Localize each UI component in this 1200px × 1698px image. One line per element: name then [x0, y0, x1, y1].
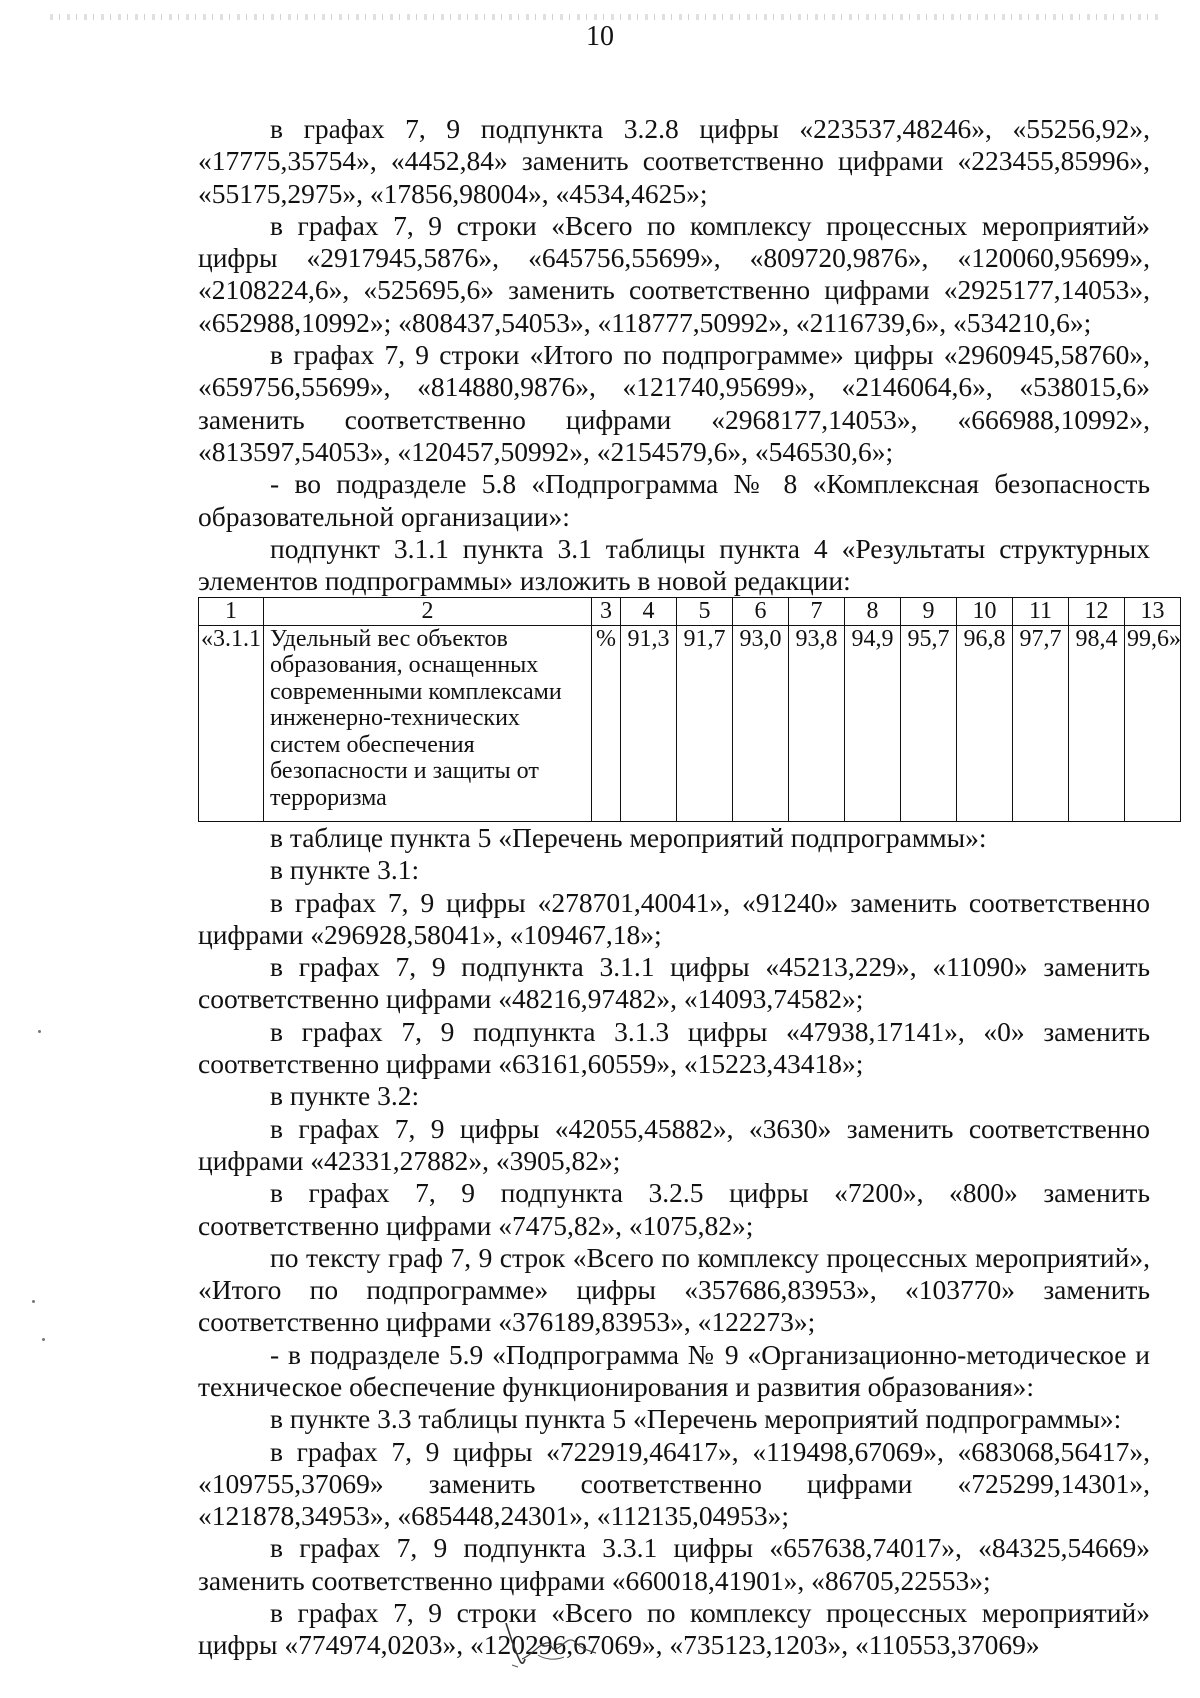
paragraph: в графах 7, 9 цифры «722919,46417», «119498,67069», «683068,56417», «109755,37069» заменить соответственно цифрами «725299,14301», «121878,34953», «685448,24301», «112135,04953»;: [198, 1435, 1150, 1532]
table-header-cell: 13: [1125, 598, 1181, 626]
paragraph: в графах 7, 9 строки «Итого по подпрограмме» цифры «2960945,58760», «659756,55699», «814880,9876», «121740,95699», «2146064,6», «538015,6» заменить соответственно цифрами «2968177,14053», «666988,10992», «813597,54053», «120457,50992», «2154579,6», «546530,6»;: [198, 339, 1150, 467]
table-header-cell: 7: [789, 598, 845, 626]
scan-speck: [42, 1338, 45, 1341]
paragraph: в графах 7, 9 подпункта 3.3.1 цифры «657638,74017», «84325,54669» заменить соответственно цифрами «660018,41901», «86705,22553»;: [198, 1532, 1150, 1596]
paragraph: в графах 7, 9 подпункта 3.2.5 цифры «7200», «800» заменить соответственно цифрами «7475,82», «1075,82»;: [198, 1177, 1150, 1241]
table-cell-indicator: Удельный вес объектов образования, оснащенных современными комплексами инженерно-технических систем обеспечения безопасности и защиты от терроризма: [264, 625, 592, 821]
paragraph: в пункте 3.1:: [270, 854, 420, 886]
table-header-cell: 3: [592, 598, 621, 626]
table-cell-value: 93,0: [733, 625, 789, 821]
results-table: [198, 597, 1181, 822]
table-cell-number: «3.1.1: [199, 625, 264, 821]
paragraph: по тексту граф 7, 9 строк «Всего по комплексу процессных мероприятий», «Итого по подпрограмме» цифры «357686,83953», «103770» заменить соответственно цифрами «376189,83953», «122273»;: [198, 1241, 1150, 1338]
table-cell-value: 97,7: [1013, 625, 1069, 821]
table-header-cell: 4: [621, 598, 677, 626]
paragraph: в таблице пункта 5 «Перечень мероприятий подпрограммы»:: [270, 821, 987, 853]
table-cell-value: 94,9: [845, 625, 901, 821]
table-header-cell: 11: [1013, 598, 1069, 626]
document-body: [198, 113, 1181, 1662]
table-header-cell: 9: [901, 598, 957, 626]
table-cell-value: 95,7: [901, 625, 957, 821]
table-cell-unit: %: [592, 625, 621, 821]
paragraph: в графах 7, 9 подпункта 3.1.3 цифры «47938,17141», «0» заменить соответственно цифрами «63161,60559», «15223,43418»;: [198, 1015, 1150, 1080]
table-cell-value: 96,8: [957, 625, 1013, 821]
paragraph: в графах 7, 9 строки «Всего по комплексу процессных мероприятий» цифры «774974,0203», «120296,67069», «735123,1203», «110553,37069»: [198, 1597, 1150, 1661]
paragraph: в графах 7, 9 цифры «278701,40041», «91240» заменить соответственно цифрами «296928,58041», «109467,18»;: [198, 886, 1150, 950]
table-row: [199, 625, 1181, 821]
table-header-cell: 10: [957, 598, 1013, 626]
table-header-cell: 6: [733, 598, 789, 626]
table-header-cell: 8: [845, 598, 901, 626]
paragraph: - во подразделе 5.8 «Подпрограмма № 8 «Комплексная безопасность образовательной организации»:: [198, 468, 1150, 532]
paragraph: в графах 7, 9 подпункта 3.1.1 цифры «45213,229», «11090» заменить соответственно цифрами «48216,97482», «14093,74582»;: [198, 951, 1150, 1015]
table-header-cell: 5: [677, 598, 733, 626]
table-header-row: [199, 598, 1181, 626]
scan-speck: [38, 1030, 41, 1033]
table-cell-value: 91,7: [677, 625, 733, 821]
scan-speck: [32, 1300, 35, 1303]
signature-mark: [498, 1615, 618, 1675]
paragraph: в графах 7, 9 подпункта 3.2.8 цифры «223537,48246», «55256,92», «17775,35754», «4452,84» заменить соответственно цифрами «223455,85996», «55175,2975», «17856,98004», «4534,4625»;: [198, 113, 1150, 209]
paragraph: в графах 7, 9 строки «Всего по комплексу процессных мероприятий» цифры «2917945,5876», «645756,55699», «809720,9876», «120060,95699», «2108224,6», «525695,6» заменить соответственно цифрами «2925177,14053», «652988,10992»; «808437,54053», «118777,50992», «2116739,6», «534210,6»;: [198, 209, 1150, 338]
table-header-cell: 2: [264, 598, 592, 626]
table-cell-value: 98,4: [1069, 625, 1125, 821]
paragraph: в пункте 3.2:: [270, 1080, 420, 1112]
table-cell-value: 99,6»: [1125, 625, 1181, 821]
table-header-cell: 12: [1069, 598, 1125, 626]
scan-artifact: [50, 14, 1160, 20]
paragraph: - в подразделе 5.9 «Подпрограмма № 9 «Организационно-методическое и техническое обеспечение функционирования и развития образования»:: [198, 1338, 1150, 1402]
paragraph: в пункте 3.3 таблицы пункта 5 «Перечень мероприятий подпрограммы»:: [270, 1403, 1122, 1435]
table-cell-value: 91,3: [621, 625, 677, 821]
paragraph: в графах 7, 9 цифры «42055,45882», «3630» заменить соответственно цифрами «42331,27882», «3905,82»;: [198, 1112, 1150, 1176]
table-header-cell: 1: [199, 598, 264, 626]
paragraph: подпункт 3.1.1 пункта 3.1 таблицы пункта 4 «Результаты структурных элементов подпрограммы» изложить в новой редакции:: [198, 532, 1150, 597]
table-cell-value: 93,8: [789, 625, 845, 821]
page-number: 10: [586, 21, 614, 52]
